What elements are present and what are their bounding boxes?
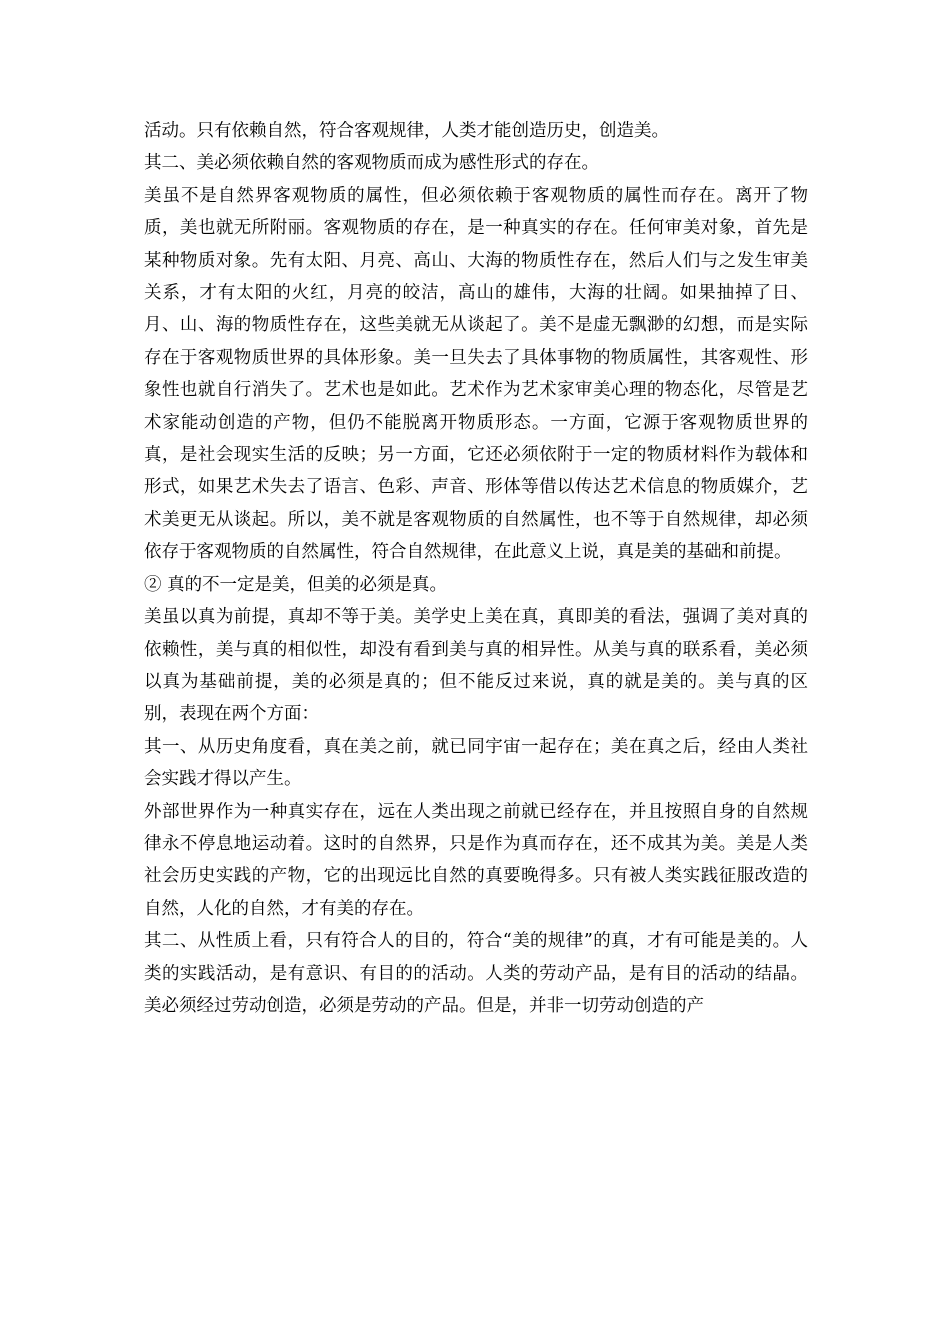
paragraph: 其一、从历史角度看，真在美之前，就已同宇宙一起存在；美在真之后，经由人类社会实践才得以产生。 xyxy=(144,736,808,790)
paragraph: 美虽以真为前提，真却不等于美。美学史上美在真，真即美的看法，强调了美对真的依赖性，美与真的相似性，却没有看到美与真的相异性。从美与真的联系看，美必须以真为基础前提，美的必须是真的；但不能反过来说，真的就是美的。美与真的区别，表现在两个方面： xyxy=(144,607,808,725)
paragraph: 外部世界作为一种真实存在，远在人类出现之前就已经存在，并且按照自身的自然规律永不停息地运动着。这时的自然界，只是作为真而存在，还不成其为美。美是人类社会历史实践的产物，它的出现远比自然的真要晚得多。只有被人类实践征服改造的自然，人化的自然，才有美的存在。 xyxy=(144,801,808,919)
paragraph: ② 真的不一定是美，但美的必须是真。 xyxy=(144,574,448,595)
document-body xyxy=(144,115,808,1022)
paragraph: 其二、从性质上看，只有符合人的目的，符合“美的规律”的真，才有可能是美的。人类的实践活动，是有意识、有目的的活动。人类的劳动产品，是有目的活动的结晶。美必须经过劳动创造，必须是劳动的产品。但是，并非一切劳动创造的产 xyxy=(144,931,808,1016)
paragraph: 其二、美必须依赖自然的客观物质而成为感性形式的存在。 xyxy=(144,153,599,174)
paragraph: 美虽不是自然界客观物质的属性，但必须依赖于客观物质的属性而存在。离开了物质，美也就无所附丽。客观物质的存在，是一种真实的存在。任何审美对象，首先是某种物质对象。先有太阳、月亮、高山、大海的物质性存在，然后人们与之发生审美关系，才有太阳的火红，月亮的皎洁，高山的雄伟，大海的壮阔。如果抽掉了日、月、山、海的物质性存在，这些美就无从谈起了。美不是虚无飘渺的幻想，而是实际存在于客观物质世界的具体形象。美一旦失去了具体事物的物质属性，其客观性、形象性也就自行消失了。艺术也是如此。艺术作为艺术家审美心理的物态化，尽管是艺术家能动创造的产物，但仍不能脱离开物质形态。一方面，它源于客观物质世界的真，是社会现实生活的反映；另一方面，它还必须依附于一定的物质材料作为载体和形式，如果艺术失去了语言、色彩、声音、形体等借以传达艺术信息的物质媒介，艺术美更无从谈起。所以，美不就是客观物质的自然属性，也不等于自然规律，却必须依存于客观物质的自然属性，符合自然规律，在此意义上说，真是美的基础和前提。 xyxy=(144,185,808,563)
paragraph: 活动。只有依赖自然，符合客观规律，人类才能创造历史，创造美。 xyxy=(144,121,669,141)
